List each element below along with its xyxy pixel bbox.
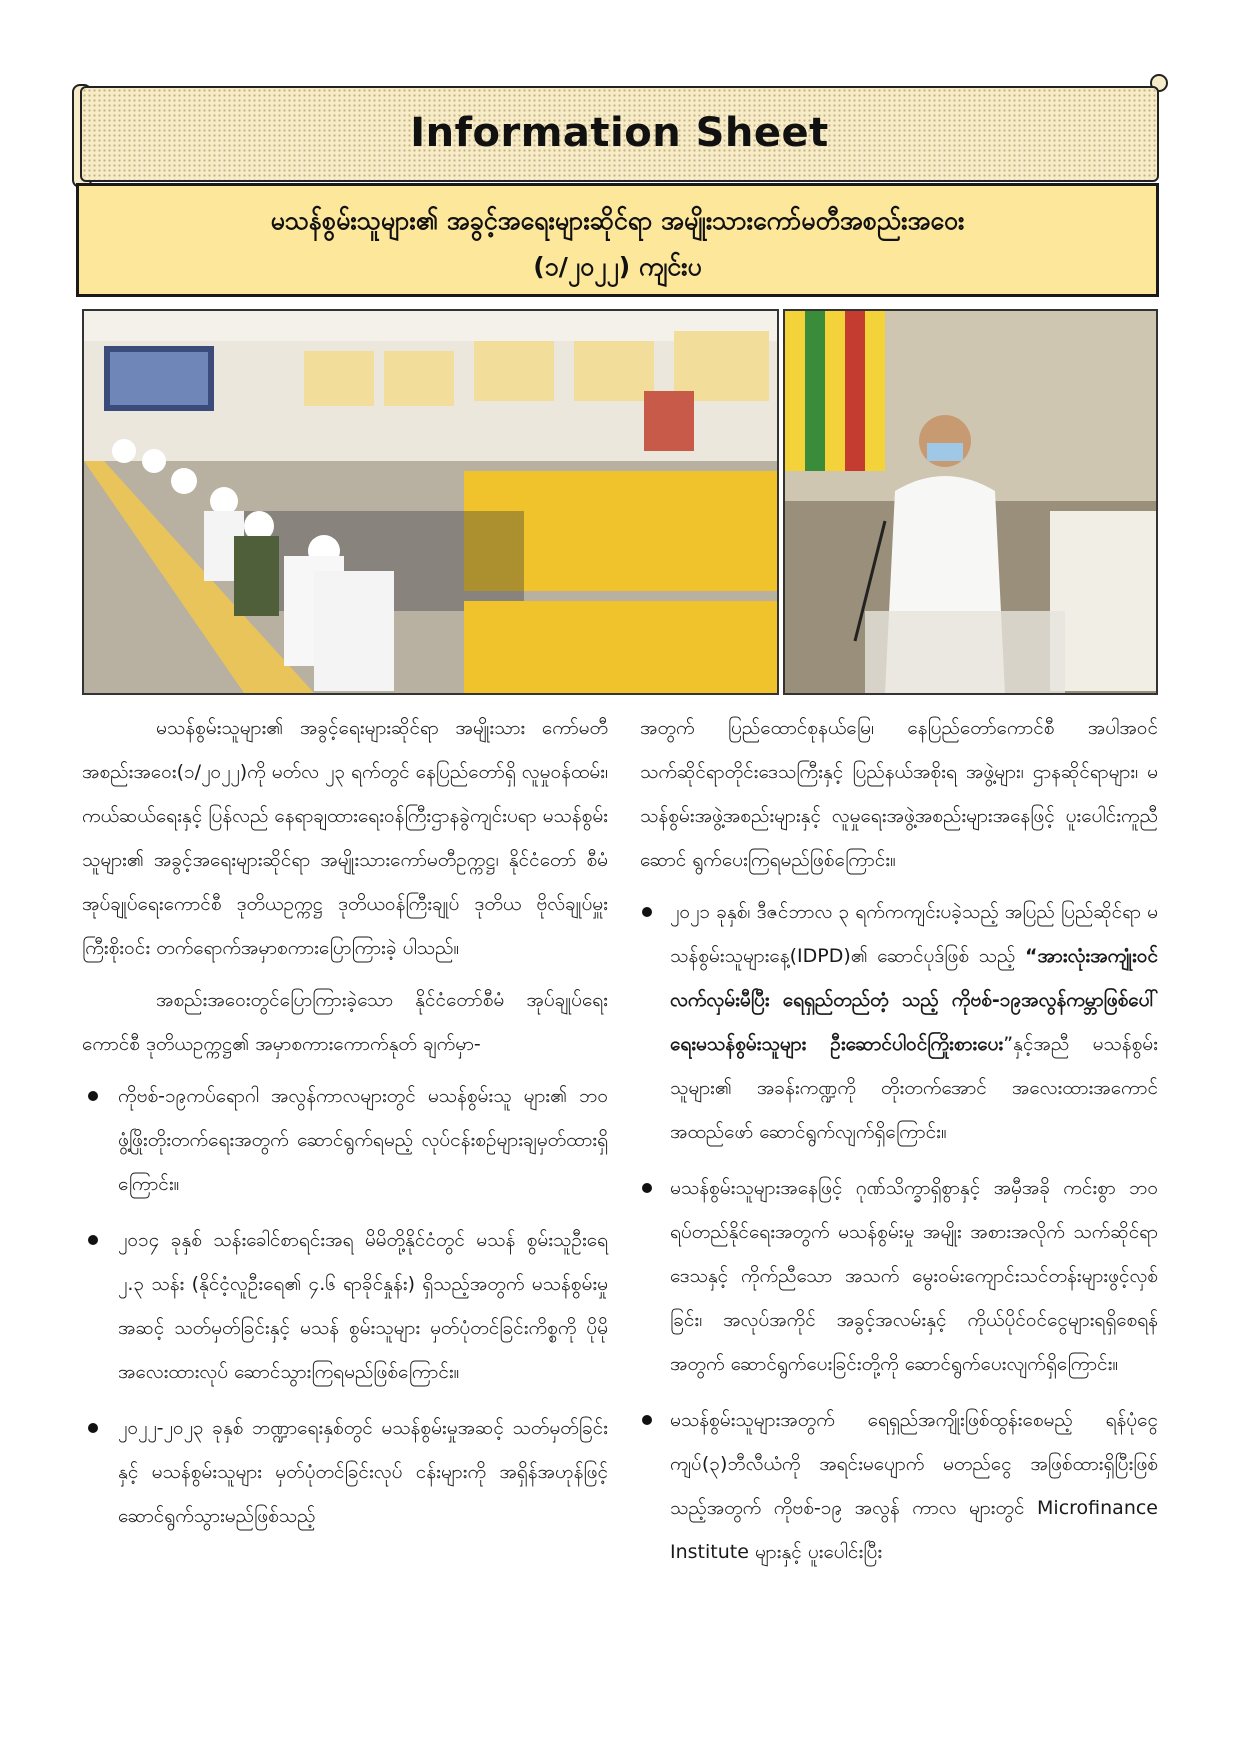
bullet-icon: [88, 1235, 98, 1245]
subtitle-line-1: မသန်စွမ်းသူများ၏ အခွင့်အရေးများဆိုင်ရာ အမျိုးသားကော်မတီအစည်းအဝေး: [270, 206, 965, 235]
bullet-icon: [88, 1091, 98, 1101]
bullet-text: မသန်စွမ်းသူများအနေဖြင့် ဂုဏ်သိက္ခာရှိစွာနှင့် အမှီအခို ကင်းစွာ ဘဝရပ်တည်နိုင်ရေးအတွက် မသန်စွမ်းမှု အမျိုး အစားအလိုက် သက်ဆိုင်ရာဒေသနှင့် ကိုက်ညီသော အသက် မွေးဝမ်းကျောင်းသင်တန်းများဖွင့်လှစ်ခြင်း၊ အလုပ်အကိုင် အခွင့်အလမ်းနှင့် ကိုယ်ပိုင်ဝင်ငွေများရရှိစေရန်အတွက် ဆောင်ရွက်ပေးခြင်းတို့ကို ဆောင်ရွက်ပေးလျက်ရှိကြောင်း။: [670, 1177, 1158, 1375]
list-item: [82, 1406, 608, 1538]
right-column: [640, 706, 1158, 1586]
speaker-illustration: [785, 311, 1156, 693]
subtitle-line-2: (၁/၂၀၂၂) ကျင်းပ: [533, 252, 702, 281]
intro-paragraph: မသန်စွမ်းသူများ၏ အခွင့်ရေးများဆိုင်ရာ အမျိုးသား ကော်မတီအစည်းအဝေး(၁/၂၀၂၂)ကို မတ်လ ၂၃ ရက်တွင် နေပြည်တော်ရှိ လူမှုဝန်ထမ်း၊ ကယ်ဆယ်ရေးနှင့် ပြန်လည် နေရာချထားရေးဝန်ကြီးဌာနခွဲကျင်းပရာ မသန်စွမ်းသူများ၏ အခွင့်အရေးများဆိုင်ရာ အမျိုးသားကော်မတီဥက္ကဋ္ဌ၊ နိုင်ငံတော် စီမံအုပ်ချုပ်ရေးကောင်စီ ဒုတိယဥက္ကဋ္ဌ ဒုတိယဝန်ကြီးချုပ် ဒုတိယ ဗိုလ်ချုပ်မှူးကြီးစိုးဝင်း တက်ရောက်အမှာစကားပြောကြားခဲ့ ပါသည်။: [82, 717, 608, 959]
title-banner: [80, 86, 1159, 182]
speech-points-list-continued: [640, 890, 1158, 1574]
speech-intro-paragraph: အစည်းအဝေးတွင်ပြောကြားခဲ့သော နိုင်ငံတော်စီမံ အုပ်ချုပ်ရေးကောင်စီ ဒုတိယဥက္ကဋ္ဌ၏ အမှာစကားကောက်နုတ် ချက်မှာ-: [82, 989, 608, 1055]
idpd-slogan: “အားလုံးအကျုံးဝင် လက်လှမ်းမီပြီး ရေရှည်တည်တံ့ သည့် ကိုဗစ်-၁၉အလွန်ကမ္ဘာဖြစ်ပေါ်ရေးမသန်စွမ်းသူများ ဦးဆောင်ပါဝင်ကြိုးစားပေး: [670, 945, 1158, 1055]
bullet-icon: [642, 1183, 652, 1193]
list-item: [82, 1074, 608, 1206]
bullet-text: မသန်စွမ်းသူများအတွက် ရေရှည်အကျိုးဖြစ်ထွန်းစေမည့် ရန်ပုံငွေကျပ်(၃)ဘီလီယံကို အရင်းမပျောက် မတည်ငွေ အဖြစ်ထားရှိပြီးဖြစ်သည့်အတွက် ကိုဗစ်-၁၉ အလွန် ကာလ များတွင် Microfinance Institute များနှင့် ပူးပေါင်းပြီး: [670, 1409, 1158, 1563]
list-item: [640, 1166, 1158, 1386]
list-item: [82, 1218, 608, 1394]
list-item: [640, 890, 1158, 1154]
bullet-text: ကိုဗစ်-၁၉ကပ်ရောဂါ အလွန်ကာလများတွင် မသန်စွမ်းသူ များ၏ ဘဝဖွံ့ဖြိုးတိုးတက်ရေးအတွက် ဆောင်ရွက်ရမည့် လုပ်ငန်းစဉ်များချမှတ်ထားရှိကြောင်း။: [118, 1085, 608, 1195]
bullet-text: ၂၀၁၄ ခုနှစ် သန်းခေါင်စာရင်းအရ မိမိတို့နိုင်ငံတွင် မသန် စွမ်းသူဦးရေ ၂.၃ သန်း (နိုင်ငံ့လူဦးရေ၏ ၄.၆ ရာခိုင်နှုန်း) ရှိသည့်အတွက် မသန်စွမ်းမှုအဆင့် သတ်မှတ်ခြင်းနှင့် မသန် စွမ်းသူများ မှတ်ပုံတင်ခြင်းကိစ္စကို ပိုမိုအလေးထားလုပ် ဆောင်သွားကြရမည်ဖြစ်ကြောင်း။: [118, 1229, 608, 1383]
bullet-icon: [642, 1415, 652, 1425]
list-item: [640, 1398, 1158, 1574]
speaker-photo: [783, 309, 1158, 695]
bullet-icon: [642, 907, 652, 917]
idpd-text-after: ”နှင့်အညီ မသန်စွမ်းသူများ၏ အခန်းကဏ္ဍကို တိုးတက်အောင် အလေးထားအကောင် အထည်ဖော် ဆောင်ရွက်လျက်ရှိကြောင်း။: [670, 1033, 1158, 1143]
meeting-room-illustration: [84, 311, 777, 693]
idpd-text-before: ၂၀၂၁ ခုနှစ်၊ ဒီဇင်ဘာလ ၃ ရက်ကကျင်းပခဲ့သည့် အပြည် ပြည်ဆိုင်ရာ မသန်စွမ်းသူများနေ့(IDPD)၏ ဆောင်ပုဒ်ဖြစ် သည့်: [670, 901, 1158, 967]
left-column: [82, 706, 608, 1550]
continued-paragraph: အတွက် ပြည်ထောင်စုနယ်မြေ၊ နေပြည်တော်ကောင်စီ အပါအဝင် သက်ဆိုင်ရာတိုင်းဒေသကြီးနှင့် ပြည်နယ်အစိုးရ အဖွဲ့များ၊ ဌာနဆိုင်ရာများ၊ မသန်စွမ်းအဖွဲ့အစည်းများနှင့် လူမှုရေးအဖွဲ့အစည်းများအနေဖြင့် ပူးပေါင်းကူညီဆောင် ရွက်ပေးကြရမည်ဖြစ်ကြောင်း။: [640, 717, 1158, 871]
speech-points-list: [82, 1074, 608, 1538]
meeting-room-photo: [82, 309, 779, 695]
sheet-title: Information Sheet: [410, 110, 829, 156]
bullet-icon: [88, 1423, 98, 1433]
subtitle-box: [76, 183, 1159, 297]
bullet-text: ၂၀၂၂-၂၀၂၃ ခုနှစ် ဘဏ္ဍာရေးနှစ်တွင် မသန်စွမ်းမှုအဆင့် သတ်မှတ်ခြင်းနှင့် မသန်စွမ်းသူများ မှတ်ပုံတင်ခြင်းလုပ် ငန်းများကို အရှိန်အဟုန်ဖြင့် ဆောင်ရွက်သွားမည်ဖြစ်သည့်: [118, 1417, 608, 1527]
